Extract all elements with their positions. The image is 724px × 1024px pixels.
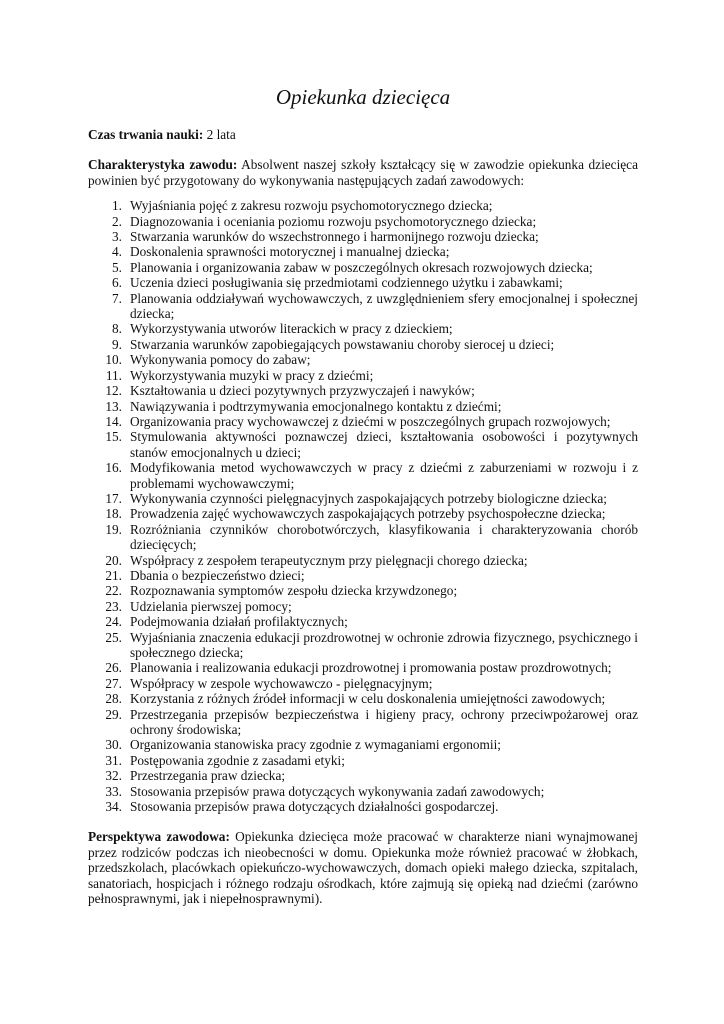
list-item-text: Organizowania stanowiska pracy zgodnie z wymaganiami ergonomii; [130, 737, 501, 753]
list-item-number: 12. [105, 383, 122, 399]
list-item [105, 752, 638, 768]
list-item-text: Stosowania przepisów prawa dotyczących działalności gospodarczej. [130, 799, 499, 815]
list-item [105, 629, 638, 661]
list-item [105, 737, 638, 753]
list-item [112, 321, 638, 337]
list-item-text: Stosowania przepisów prawa dotyczących wykonywania zadań zawodowych; [130, 783, 545, 799]
list-item-number: 23. [105, 598, 122, 614]
list-item-text: Udzielania pierwszej pomocy; [130, 598, 292, 614]
characteristics-text: Absolwent naszej szkoły kształcący się w zawodzie opiekunka dziecięca powinien być przygotowany do wykonywania następujących zadań zawodowych: [88, 157, 638, 188]
list-item [112, 290, 638, 322]
duration-paragraph [88, 127, 638, 142]
list-item-number: 19. [105, 521, 122, 537]
list-item-text: Stwarzania warunków do wszechstronnego i harmonijnego rozwoju dziecka; [130, 229, 539, 245]
perspective-text: Opiekunka dziecięca może pracować w charakterze niani wynajmowanej przez rodziców podczas ich nieobecności w domu. Opiekunka może również pracować w żłobkach, przedszkolach, placówkach opiekuńczo-wychowawczych, domach opieki małego dziecka, szpitalach, sanatoriach, hospicjach i różnego rodzaju ośrodkach, które zajmują się opieką nad dziećmi (zarówno pełnosprawnymi, jak i niepełnosprawnymi). [88, 829, 638, 907]
list-item-number: 26. [105, 660, 122, 676]
perspective-paragraph [88, 829, 638, 906]
list-item [105, 614, 638, 630]
list-item [105, 413, 638, 429]
list-item-number: 16. [105, 460, 122, 476]
list-item-text: Stymulowania aktywności poznawczej dzieci, kształtowania osobowości i pozytywnych stanów emocjonalnych u dzieci; [130, 429, 638, 460]
list-item-text: Modyfikowania metod wychowawczych w pracy z dziećmi z zaburzeniami w rozwoju i z problemami wychowawczymi; [130, 460, 638, 491]
list-item-number: 20. [105, 552, 122, 568]
list-item [105, 521, 638, 553]
list-item-text: Diagnozowania i oceniania poziomu rozwoju psychomotorycznego dziecka; [130, 213, 537, 229]
list-item-text: Planowania oddziaływań wychowawczych, z uwzględnieniem sfery emocjonalnej i społecznej dziecka; [130, 290, 638, 322]
list-item-text: Wykonywania czynności pielęgnacyjnych zaspokajających potrzeby biologiczne dziecka; [130, 490, 607, 506]
list-item-text: Przestrzegania praw dziecka; [130, 768, 286, 784]
list-item [105, 598, 638, 614]
list-item-number: 21. [105, 567, 122, 583]
list-item-number: 2. [112, 213, 122, 229]
list-item [105, 460, 638, 491]
list-item [105, 783, 638, 799]
list-item-number: 15. [105, 429, 122, 445]
list-item-text: Kształtowania u dzieci pozytywnych przyzwyczajeń i nawyków; [130, 383, 475, 399]
list-item-text: Doskonalenia sprawności motorycznej i manualnej dziecka; [130, 244, 450, 260]
list-item [105, 429, 638, 460]
list-item-text: Uczenia dzieci posługiwania się przedmiotami codziennego użytku i zabawkami; [130, 275, 563, 291]
list-item-text: Stwarzania warunków zapobiegających powstawaniu choroby sierocej u dzieci; [130, 336, 555, 352]
list-item [105, 691, 638, 707]
list-item-text: Planowania i realizowania edukacji prozdrowotnej i promowania postaw prozdrowotnych; [130, 660, 612, 676]
list-item [105, 352, 638, 368]
list-item [105, 675, 638, 691]
list-item-number: 17. [105, 490, 122, 506]
characteristics-paragraph [88, 157, 638, 188]
list-item [105, 567, 638, 583]
list-item-text: Wykonywania pomocy do zabaw; [130, 352, 311, 368]
list-item-number: 8. [112, 321, 122, 337]
list-item-number: 6. [112, 275, 122, 291]
list-item-number: 29. [105, 706, 122, 722]
list-item [105, 506, 638, 522]
list-item-number: 11. [105, 367, 122, 383]
list-item-number: 30. [105, 737, 122, 753]
list-item-number: 9. [112, 336, 122, 352]
list-item-text: Podejmowania działań profilaktycznych; [130, 614, 348, 630]
duration-value: 2 lata [203, 127, 236, 142]
list-item [105, 660, 638, 676]
list-item [105, 583, 638, 599]
list-item-text: Współpracy w zespole wychowawczo - pielęgnacyjnym; [130, 675, 433, 691]
list-item [112, 213, 638, 229]
perspective-label: Perspektywa zawodowa: [88, 829, 230, 845]
list-item-text: Planowania i organizowania zabaw w poszczególnych okresach rozwojowych dziecka; [130, 259, 593, 275]
list-item-number: 14. [105, 413, 122, 429]
list-item-number: 18. [105, 506, 122, 522]
list-item-number: 13. [105, 398, 122, 414]
list-item [112, 229, 638, 245]
list-item-number: 33. [105, 783, 122, 799]
list-item [105, 706, 638, 738]
list-item-number: 31. [105, 752, 122, 768]
list-item [105, 799, 638, 815]
list-item-text: Rozpoznawania symptomów zespołu dziecka krzywdzonego; [130, 583, 458, 599]
list-item-text: Korzystania z różnych źródeł informacji w celu doskonalenia umiejętności zawodowych; [130, 691, 606, 707]
list-item [112, 198, 638, 214]
list-item [112, 275, 638, 291]
list-item-number: 4. [112, 244, 122, 260]
list-item-number: 27. [105, 675, 122, 691]
list-item-number: 3. [112, 229, 122, 245]
list-item [105, 768, 638, 784]
list-item [112, 259, 638, 275]
list-item-text: Współpracy z zespołem terapeutycznym przy pielęgnacji chorego dziecka; [130, 552, 528, 568]
list-item-number: 5. [112, 259, 122, 275]
task-list [88, 198, 638, 814]
list-item [105, 552, 638, 568]
list-item-text: Wykorzystywania muzyki w pracy z dziećmi; [130, 367, 374, 383]
list-item-text: Wyjaśniania znaczenia edukacji prozdrowotnej w ochronie zdrowia fizycznego, psychicznego i społecznego dziecka; [130, 629, 638, 660]
list-item-number: 28. [105, 691, 122, 707]
duration-label: Czas trwania nauki: [88, 127, 204, 142]
list-item-text: Postępowania zgodnie z zasadami etyki; [130, 752, 345, 768]
list-item-text: Wykorzystywania utworów literackich w pracy z dzieckiem; [130, 321, 453, 337]
list-item-text: Dbania o bezpieczeństwo dzieci; [130, 567, 305, 583]
list-item-number: 1. [112, 198, 122, 214]
list-item [105, 490, 638, 506]
page-title: Opiekunka dziecięca [275, 85, 451, 109]
list-item [112, 244, 638, 260]
list-item [105, 398, 638, 414]
list-item-number: 25. [105, 629, 122, 645]
list-item-number: 32. [105, 768, 122, 784]
list-item [105, 383, 638, 399]
characteristics-label: Charakterystyka zawodu: [88, 157, 238, 173]
list-item-text: Prowadzenia zajęć wychowawczych zaspokajających potrzeby psychospołeczne dziecka; [130, 506, 606, 522]
list-item-text: Nawiązywania i podtrzymywania emocjonalnego kontaktu z dziećmi; [130, 398, 502, 414]
list-item-text: Organizowania pracy wychowawczej z dziećmi w poszczególnych grupach rozwojowych; [130, 413, 611, 429]
list-item [105, 367, 638, 383]
list-item [112, 336, 638, 352]
list-item-number: 7. [112, 290, 122, 306]
list-item-number: 24. [105, 614, 122, 630]
list-item-text: Wyjaśniania pojęć z zakresu rozwoju psychomotorycznego dziecka; [130, 198, 493, 214]
list-item-text: Rozróżniania czynników chorobotwórczych, klasyfikowania i charakteryzowania chorób dziecięcych; [130, 521, 638, 553]
list-item-text: Przestrzegania przepisów bezpieczeństwa i higieny pracy, ochrony przeciwpożarowej oraz ochrony środowiska; [130, 706, 638, 738]
list-item-number: 10. [105, 352, 122, 368]
list-item-number: 22. [105, 583, 122, 599]
list-item-number: 34. [105, 799, 122, 815]
